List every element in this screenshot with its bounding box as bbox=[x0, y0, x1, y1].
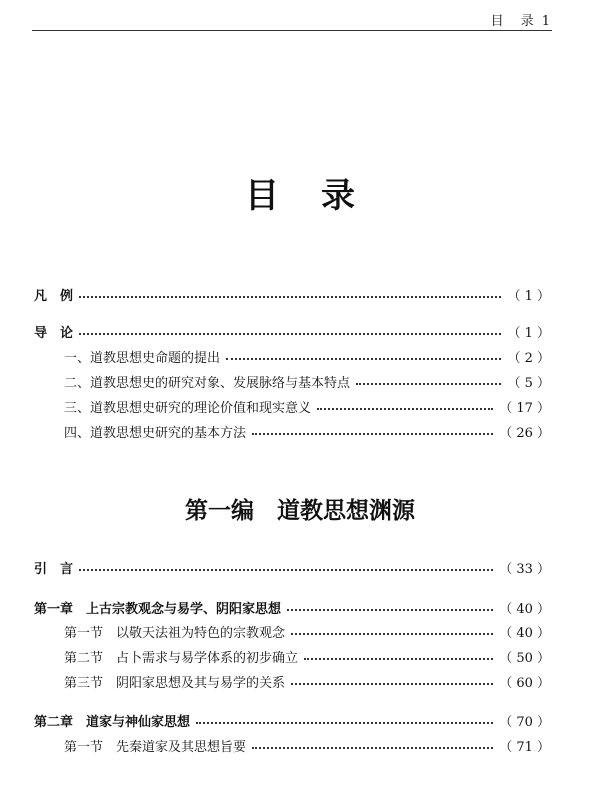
toc-page-number: （ 40 ） bbox=[499, 601, 550, 617]
toc-entry-label: 第一节 先秦道家及其思想旨要 bbox=[64, 739, 247, 755]
page-title: 目录 bbox=[245, 176, 397, 216]
toc-entry-label: 第一节 以敬天法祖为特色的宗教观念 bbox=[64, 625, 286, 641]
leader-dots bbox=[291, 633, 493, 635]
toc-entry-label: 第三节 阴阳家思想及其与易学的关系 bbox=[64, 675, 286, 691]
toc-page-number: （ 1 ） bbox=[507, 325, 550, 341]
toc-page-number: （ 71 ） bbox=[499, 739, 550, 755]
toc-entry-label: 三、道教思想史研究的理论价值和现实意义 bbox=[64, 400, 312, 416]
toc-page-number: （ 5 ） bbox=[507, 375, 550, 391]
toc-page-number: （ 2 ） bbox=[507, 350, 550, 366]
leader-dots bbox=[317, 408, 493, 410]
toc-entry-chapter-1[interactable] bbox=[34, 596, 550, 618]
toc-entry-daolun[interactable] bbox=[34, 320, 550, 342]
toc-page-number: （ 40 ） bbox=[499, 625, 550, 641]
toc-entry-intro-1[interactable] bbox=[64, 345, 550, 367]
toc-entry-ch1-sec2[interactable] bbox=[64, 645, 550, 667]
toc-entry-label: 引 言 bbox=[34, 561, 74, 577]
toc-page-number: （ 50 ） bbox=[499, 650, 550, 666]
leader-dots bbox=[356, 383, 501, 385]
toc-entry-label: 二、道教思想史的研究对象、发展脉络与基本特点 bbox=[64, 375, 351, 391]
toc-page-number: （ 17 ） bbox=[499, 400, 550, 416]
toc-page-number: （ 70 ） bbox=[499, 714, 550, 730]
part-title: 第一编 道教思想渊源 bbox=[185, 498, 415, 524]
toc-entry-ch2-sec1[interactable] bbox=[64, 734, 550, 756]
leader-dots bbox=[287, 609, 493, 611]
toc-entry-chapter-2[interactable] bbox=[34, 709, 550, 731]
toc-entry-ch1-sec3[interactable] bbox=[64, 670, 550, 692]
leader-dots bbox=[226, 358, 501, 360]
leader-dots bbox=[79, 296, 501, 298]
toc-entry-label: 第二章 道家与神仙家思想 bbox=[34, 714, 191, 730]
leader-dots bbox=[304, 658, 493, 660]
toc-entry-intro-3[interactable] bbox=[64, 395, 550, 417]
toc-page-number: （ 26 ） bbox=[499, 425, 550, 441]
leader-dots bbox=[291, 683, 493, 685]
toc-page-number: （ 1 ） bbox=[507, 288, 550, 304]
toc-entry-label: 四、道教思想史研究的基本方法 bbox=[64, 425, 247, 441]
toc-entry-label: 凡 例 bbox=[34, 288, 74, 304]
toc-entry-label: 第一章 上古宗教观念与易学、阴阳家思想 bbox=[34, 601, 282, 617]
leader-dots bbox=[252, 747, 493, 749]
toc-entry-ch1-sec1[interactable] bbox=[64, 620, 550, 642]
toc-page-number: （ 60 ） bbox=[499, 675, 550, 691]
running-header bbox=[32, 8, 552, 31]
toc-entry-label: 第二节 占卜需求与易学体系的初步确立 bbox=[64, 650, 299, 666]
toc-entry-intro-2[interactable] bbox=[64, 370, 550, 392]
leader-dots bbox=[196, 722, 493, 724]
leader-dots bbox=[79, 569, 493, 571]
header-text: 目 录 1 bbox=[490, 14, 552, 29]
toc-entry-label: 一、道教思想史命题的提出 bbox=[64, 350, 221, 366]
toc-entry-intro-4[interactable] bbox=[64, 420, 550, 442]
toc-entry-yinyan[interactable] bbox=[34, 556, 550, 578]
leader-dots bbox=[79, 333, 501, 335]
leader-dots bbox=[252, 433, 493, 435]
toc-entry-label: 导 论 bbox=[34, 325, 74, 341]
toc-page-number: （ 33 ） bbox=[499, 561, 550, 577]
toc-entry-fanli[interactable] bbox=[34, 283, 550, 305]
